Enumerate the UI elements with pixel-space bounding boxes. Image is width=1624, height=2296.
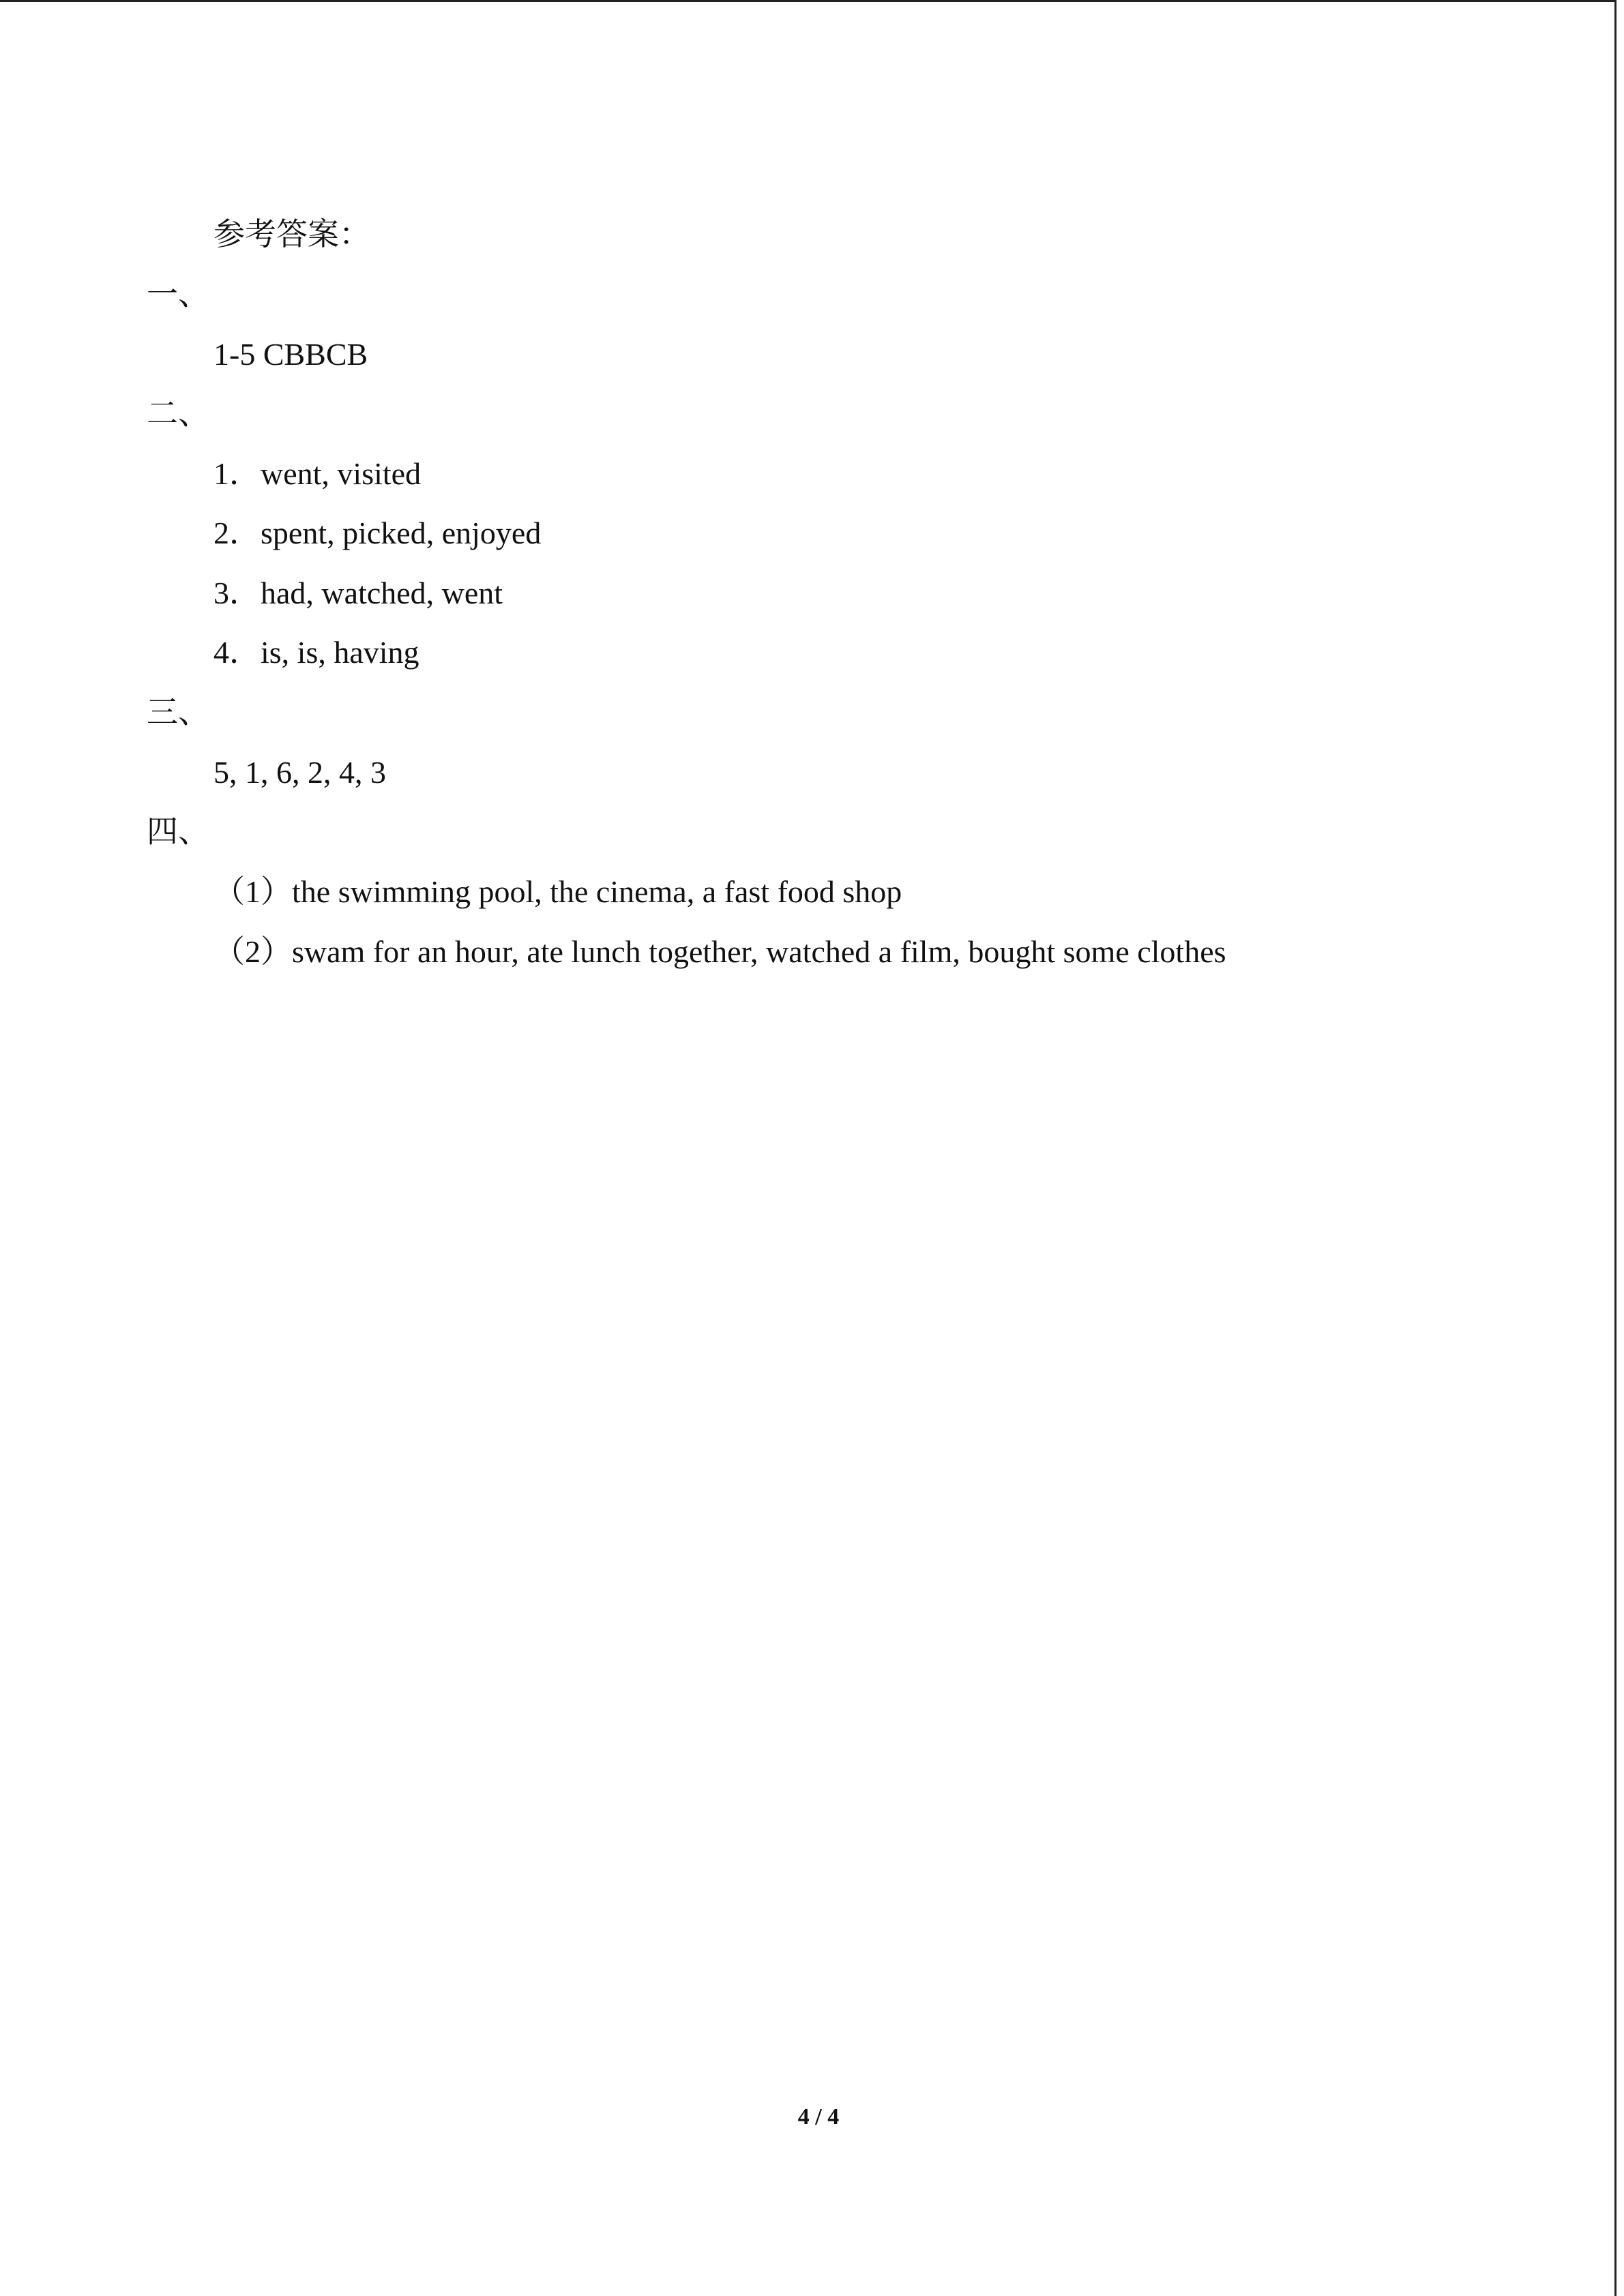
- answer-item: 1．went, visited: [213, 456, 422, 491]
- answer-item: 5, 1, 6, 2, 4, 3: [213, 755, 386, 790]
- section-label-4: 四、: [147, 814, 209, 849]
- answer-key-heading: 参考答案：: [213, 217, 370, 252]
- answer-item: 1-5 CBBCB: [213, 337, 368, 372]
- section-label-3: 三、: [147, 695, 209, 730]
- answer-item: （1）the swimming pool, the cinema, a fast food shop: [213, 874, 902, 909]
- answer-item: 3．had, watched, went: [213, 576, 503, 610]
- section-label-2: 二、: [147, 396, 209, 431]
- section-label-1: 一、: [147, 277, 209, 312]
- answer-item: （2）swam for an hour, ate lunch together, watched a film, bought some clothes: [213, 934, 1226, 969]
- page-number: 4 / 4: [797, 2104, 840, 2130]
- answer-item: 2．spent, picked, enjoyed: [213, 516, 542, 550]
- answer-item: 4．is, is, having: [213, 635, 419, 670]
